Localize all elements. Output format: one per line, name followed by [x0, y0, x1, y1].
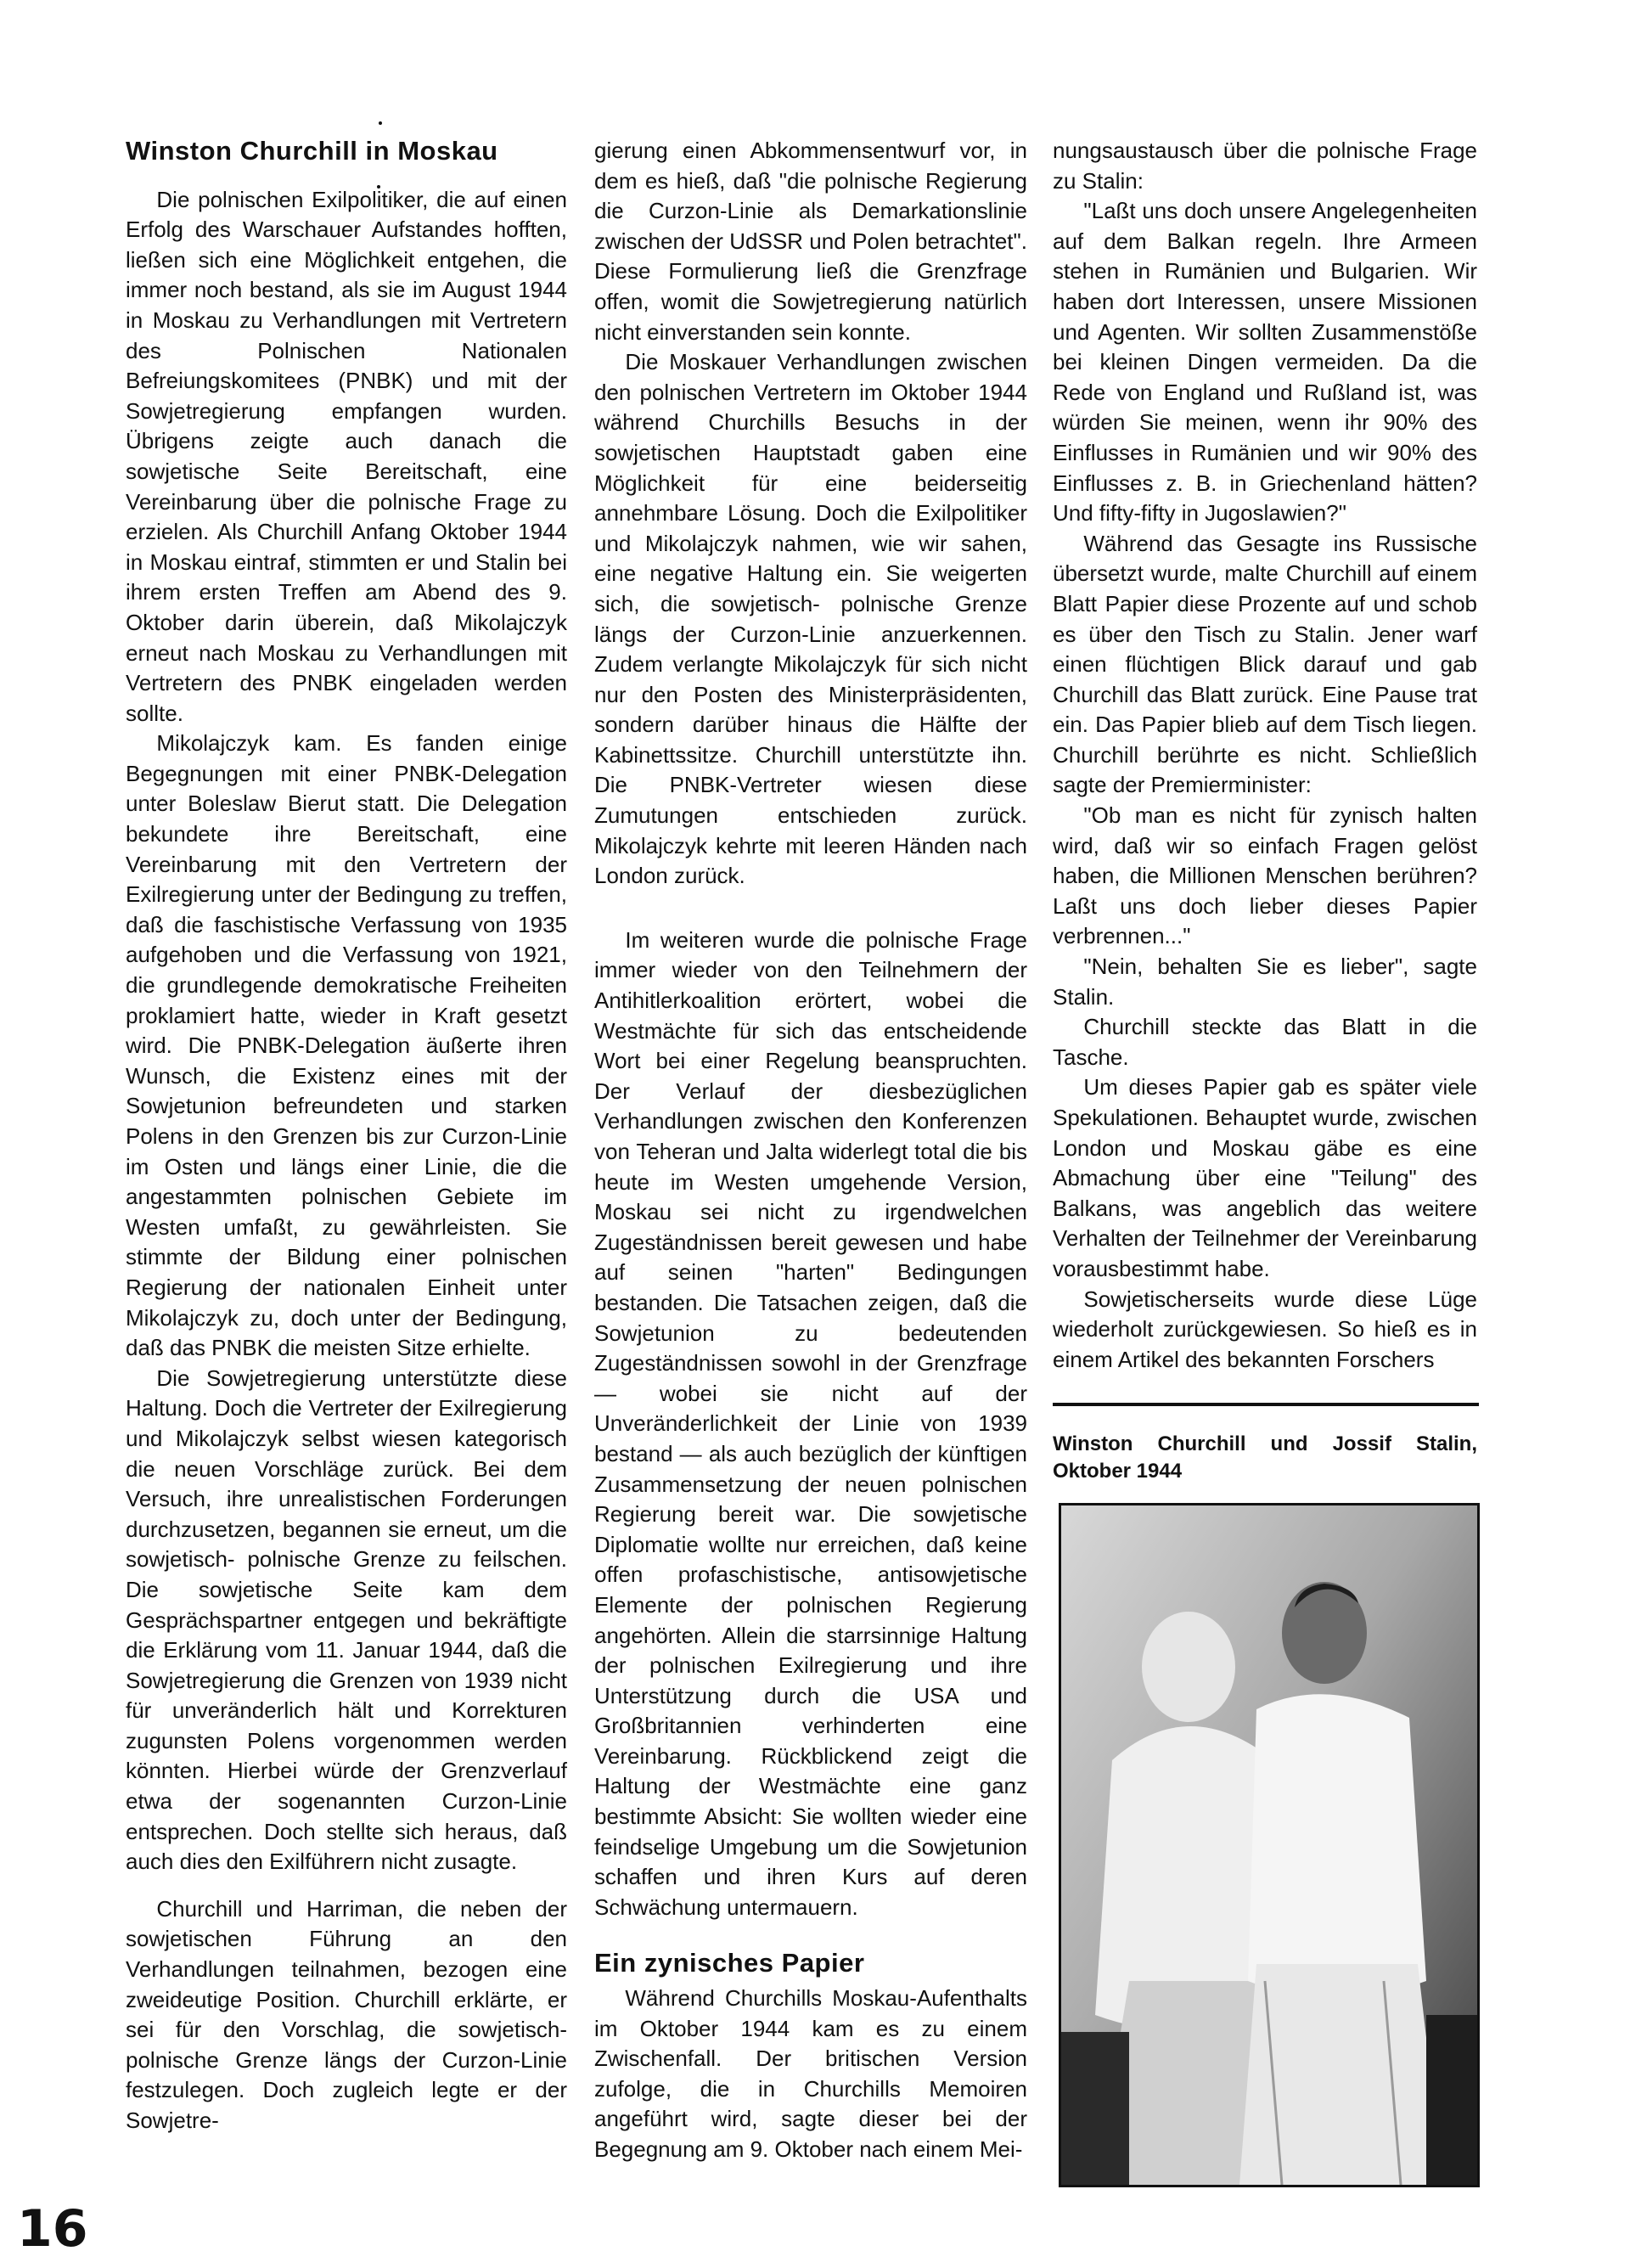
photo-churchill-stalin — [1059, 1503, 1480, 2187]
paragraph: nungsaustausch über die polnische Frage zu Stalin: — [1053, 138, 1477, 194]
paragraph: "Laßt uns doch unsere Angelegenheiten auf dem Balkan regeln. Ihre Armeen stehen in Rumänien und Bulgarien. Wir haben dort Interessen, unsere Missionen und Agenten. Wir sollten Zusammenstöße bei kleinen Dingen vermeiden. Da die Rede von England und Rußland ist, was würden Sie meinen, wenn ihr 90% des Einflusses in Rumänien und wir 90% des Einflusses z. B. in Griechenland hätten? Und fifty-fifty in Jugoslawien?" — [1053, 198, 1477, 526]
paragraph: Um dieses Papier gab es später viele Spekulationen. Behauptet wurde, zwischen London und Moskau gäbe es eine Abmachung über eine "Teilung" des Balkans, was angeblich das weitere Verhalten der Teilnehmer der Vereinbarung vorausbestimmt habe. — [1053, 1074, 1477, 1281]
paragraph: Im weiteren wurde die polnische Frage immer wieder von den Teilnehmern der Antihitlerkoalition erörtert, wobei die Westmächte für sich das entscheidende Wort bei einer Regelung beanspruchten. Der Verlauf der diesbezüglichen Verhandlungen zwischen den Konferenzen von Teheran und Jalta widerlegt total die bis heute im Westen umgehende Version, Moskau sei nicht zu irgendwelchen Zugeständnissen bereit gewesen und habe auf seinen "harten" Bedingungen bestanden. Die Tatsachen zeigen, daß die Sowjetunion zu bedeutenden Zugeständnissen sowohl in der Grenzfrage — wobei sie nicht auf der Unveränderlichkeit der Linie von 1939 bestand — als auch bezüglich der künftigen Zusammensetzung der neuen polnischen Regierung bereit war. Die sowjetische Diplomatie wollte nur erreichen, daß keine offen profaschistische, antisowjetische Elemente der polnischen Regierung angehörten. Allein die starrsinnige Haltung der polnischen Exilregierung und ihre Unterstützung durch die USA und Großbritannien verhinderten eine Vereinbarung. Rückblickend zeigt die Haltung der Westmächte eine ganz bestimmte Absicht: Sie wollten wieder eine feindselige Umgebung um die Sowjetunion schaffen und ihren Kurs auf deren Schwächung untermauern. — [594, 926, 1027, 1920]
paragraph: Sowjetischerseits wurde diese Lüge wiederholt zurückgewiesen. So hieß es in einem Artikel des bekannten Forschers — [1053, 1286, 1477, 1372]
paragraph: Churchill und Harriman, die neben der sowjetischen Führung an den Verhandlungen teilnahmen, bezogen eine zweideutige Position. Churchill erklärte, er sei für den Vorschlag, die sowjetisch- polnische Grenze längs der Curzon-Linie festzulegen. Doch zugleich legte er der Sowjetre- — [126, 1895, 567, 2133]
paragraph: Während Churchills Moskau-Aufenthalts im Oktober 1944 kam es zu einem Zwischenfall. Der britischen Version zufolge, die in Churchills Memoiren angeführt wird, sagte dieser bei der Begegnung am 9. Oktober nach einem Mei- — [594, 1985, 1027, 2162]
photo-illustration — [1061, 1505, 1477, 2185]
paragraph: Die polnischen Exilpolitiker, die auf einen Erfolg des Warschauer Aufstandes hofften, ließen sich eine Möglichkeit entgehen, die immer noch bestand, als sie im August 1944 in Moskau zu Verhandlungen mit Vertretern des Polnischen Nationalen Befreiungskomitees (PNBK) und mit der Sowjetregierung empfangen wurden. Übrigens zeigte auch danach die sowjetische Seite Bereitschaft, eine Vereinbarung über die polnische Frage zu erzielen. Als Churchill Anfang Oktober 1944 in Moskau eintraf, stimmten er und Stalin bei ihrem ersten Treffen am Abend des 9. Oktober darin überein, daß Mikolajczyk erneut nach Moskau zu Verhandlungen mit Vertretern des PNBK eingeladen werden sollte. — [126, 186, 567, 726]
text-column-2 — [594, 136, 1027, 2165]
paragraph: Die Sowjetregierung unterstützte diese Haltung. Doch die Vertreter der Exilregierung und Mikolajczyk selbst wiesen kategorisch die neuen Vorschläge zurück. Bei dem Versuch, ihre unrealistischen Forderungen durchzusetzen, begannen sie erneut, um die sowjetisch- polnische Grenze zu feilschen. Die sowjetische Seite kam dem Gesprächspartner entgegen und bekräftigte die Erklärung vom 11. Januar 1944, daß die Sowjetregierung die Grenzen von 1939 nicht für unveränderlich hält und Korrekturen zugunsten Polens vorgenommen werden könnten. Hierbei würde der Grenzverlauf etwa der sogenannten Curzon-Linie entsprechen. Doch stellte sich heraus, daß auch dies den Exilführern nicht zusagte. — [126, 1365, 567, 1875]
photo-caption: Winston Churchill und Jossif Stalin, Oktober 1944 — [1053, 1432, 1477, 1483]
text-column-3 — [1053, 136, 1477, 1375]
paragraph: Die Moskauer Verhandlungen zwischen den polnischen Vertretern im Oktober 1944 während Churchills Besuchs in der sowjetischen Hauptstadt gaben eine Möglichkeit für eine beiderseitig annehmbare Lösung. Doch die Exilpolitiker und Mikolajczyk nahmen, wie wir sahen, eine negative Haltung ein. Sie weigerten sich, die sowjetisch- polnische Grenze längs der Curzon-Linie anzuerkennen. Zudem verlangte Mikolajczyk für sich nicht nur den Posten des Ministerpräsidenten, sondern darüber hinaus die Hälfte der Kabinettssitze. Churchill unterstützte ihn. Die PNBK-Vertreter wiesen diese Zumutungen entschieden zurück. Mikolajczyk kehrte mit leeren Händen nach London zurück. — [594, 349, 1027, 889]
paragraph: Churchill steckte das Blatt in die Tasche. — [1053, 1014, 1477, 1070]
caption-divider — [1053, 1403, 1479, 1406]
paragraph: "Ob man es nicht für zynisch halten wird, daß wir so einfach Fragen gelöst haben, die Millionen Menschen berühren? Laßt uns doch lieber dieses Papier verbrennen..." — [1053, 802, 1477, 949]
paragraph: Während das Gesagte ins Russische übersetzt wurde, malte Churchill auf einem Blatt Papier diese Prozente auf und schob es über den Tisch zu Stalin. Jener warf einen flüchtigen Blick darauf und gab Churchill das Blatt zurück. Eine Pause trat ein. Das Papier blieb auf dem Tisch liegen. Churchill berührte es nicht. Schließlich sagte der Premierminister: — [1053, 530, 1477, 798]
paragraph: "Nein, behalten Sie es lieber", sagte Stalin. — [1053, 954, 1477, 1010]
print-speck — [379, 121, 382, 125]
paragraph: gierung einen Abkommensentwurf vor, in dem es hieß, daß "die polnische Regierung die Curzon-Linie als Demarkationslinie zwischen der UdSSR und Polen betrachtet". Diese Formulierung ließ die Grenzfrage offen, womit die Sowjetregierung natürlich nicht einverstanden sein konnte. — [594, 138, 1027, 345]
section-subheading: Ein zynisches Papier — [594, 1948, 865, 1978]
text-column-1 — [126, 136, 567, 2136]
page-number: 16 — [17, 2199, 88, 2259]
paragraph: Mikolajczyk kam. Es fanden einige Begegnungen mit einer PNBK-Delegation unter Boleslaw Bierut statt. Die Delegation bekundete ihre Bereitschaft, eine Vereinbarung mit den Vertretern der Exilregierung unter der Bedingung zu treffen, daß die faschistische Verfassung von 1935 aufgehoben und die Verfassung von 1921, die grundlegende demokratische Freiheiten proklamiert hatte, wieder in Kraft gesetzt wird. Die PNBK-Delegation äußerte ihren Wunsch, die Existenz eines mit der Sowjetunion befreundeten und starken Polens in den Grenzen bis zur Curzon-Linie im Osten und längs einer Linie, die die angestammten polnischen Gebiete im Westen umfaßt, zu gewährleisten. Sie stimmte der Bildung einer polnischen Regierung der nationalen Einheit unter Mikolajczyk zu, doch unter der Bedingung, daß das PNBK die meisten Sitze erhielte. — [126, 730, 567, 1361]
article-heading: Winston Churchill in Moskau — [126, 136, 498, 166]
